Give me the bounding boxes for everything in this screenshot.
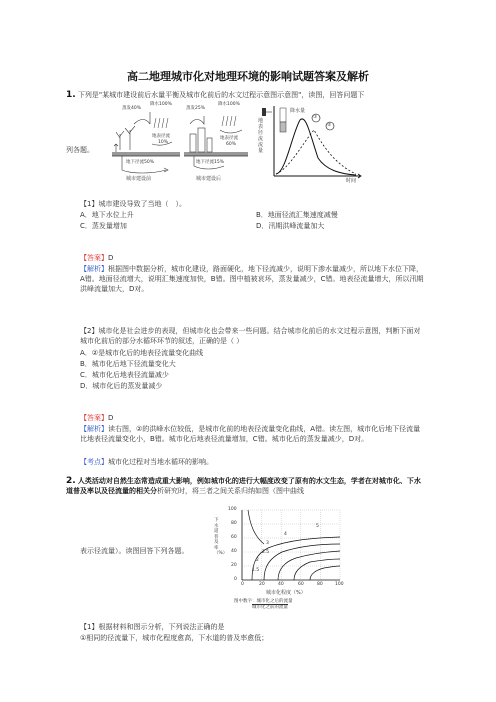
q1-sub2-option-d: D．城市化后的蒸发量减少 [80, 382, 163, 390]
x-tick-100: 100 [335, 582, 344, 587]
answer-tag: 【答案】 [80, 254, 108, 262]
curve-label-5: 5 [316, 524, 319, 529]
caption-before: 城市建设前 [126, 176, 152, 182]
q1-sub2-stem: 【2】城市化是社会进步的表现，但城市化也会带来一些问题。结合城市化前后的水文过程示意图，判断下面对城市化前后的部分水循环环节的叙述，正确的是（ ） [80, 327, 421, 345]
q1-sub2-point [80, 457, 213, 467]
question-1-stem-cont: 列各题。 [66, 146, 94, 154]
question-1-stem [66, 90, 364, 100]
curve-label-4: 4 [284, 532, 287, 537]
curve-label-2: 2 [256, 558, 259, 563]
label-surface-before: 地表径流 [152, 134, 170, 139]
x-tick-60: 60 [298, 582, 304, 587]
hydrograph-xlabel: 时间 [346, 178, 357, 184]
label-precip-before: 降水100% [150, 102, 172, 107]
runoff-xlabel: 城市化程度（%） [266, 590, 306, 596]
point-tag: 【考点】 [80, 458, 108, 466]
curve-label-1: ① [313, 114, 318, 120]
question-1-text: 下列是"某城市建设前后水量平衡及城市化前后的水文过程示意图示意图"，读图，回答问题下 [77, 91, 365, 99]
label-ground-after: 地下径流15% [196, 160, 225, 165]
q1-sub1-option-a: A．地下水位上升 [80, 211, 134, 219]
curve-label-2-5: 2.5 [262, 550, 270, 555]
q1-sub1-answer [80, 253, 113, 263]
hydrograph-ylabel: 地表径流流量 [258, 118, 264, 154]
page-title: 高二地理城市化对地理环境的影响试题答案及解析 [127, 70, 369, 83]
label-surface-pct-before: 10% [158, 140, 169, 145]
q1-sub1-stem: 【1】城市建设导致了当地（ ）。 [80, 200, 186, 208]
y-tick-40: 40 [231, 549, 237, 554]
curve-label-1-5: 1.5 [252, 568, 260, 573]
analysis-tag: 【解析】 [80, 265, 108, 273]
q1-sub1-option-c: C．蒸发量增加 [80, 222, 127, 230]
q1-sub1-option-b: B．地面径流汇集速度减慢 [256, 211, 338, 219]
hydrograph-legend: 降水量 [290, 108, 306, 114]
label-surface-pct-after: 60% [226, 142, 237, 147]
runoff-ylabel: 下水道普及率（%） [214, 518, 228, 556]
q1-sub2-analysis [80, 424, 425, 444]
analysis-text: 读右图，②的洪峰水位较低，是城市化前的地表径流量变化曲线，A错。读左图，城市化后地下径流量比地表径流量变化小，B错。城市化后地表径流量增加，C错。城市化后的蒸发量减少，D对。 [80, 425, 421, 443]
curve-label-2: ② [327, 122, 332, 128]
chart-note-line1: ：城市化之后的流量 [252, 599, 293, 604]
label-evap-after: 蒸发25% [186, 106, 206, 111]
chart-note [234, 599, 293, 610]
question-1-number: 1. [66, 90, 76, 100]
q1-sub2-option-a: A．②是城市化后的地表径流量变化曲线 [80, 349, 204, 357]
answer-tag: 【答案】 [80, 414, 108, 422]
q2-sub1-item-1: ①相同的径流量下，城市化程度愈高，下水道的普及率愈低； [80, 634, 269, 642]
y-tick-80: 80 [231, 521, 237, 526]
label-evap-before: 蒸发40% [122, 106, 142, 111]
q1-sub2-option-b: B．城市化后地下径流量变化大 [80, 360, 176, 368]
question-2-text-bold: 人类活动对自然生态常造成重大影响，例如城市化的进行大幅度改变了原有的水文生态，学者在对城市化、下水道普及率以及径流量的相关分 [66, 477, 421, 495]
q1-sub2-answer [80, 413, 113, 423]
q1-sub1-option-d: D．汛期洪峰流量加大 [256, 222, 325, 230]
y-tick-0: 0 [234, 577, 237, 582]
question-2-stem [66, 476, 426, 496]
x-tick-20: 20 [259, 582, 265, 587]
chart-note-prefix: 图中数字 [234, 599, 252, 604]
x-tick-0: 0 [241, 582, 244, 587]
point-text: 城市化过程对当地水循环的影响。 [108, 458, 213, 466]
analysis-tag: 【解析】 [80, 425, 108, 433]
curve-label-3: 3 [266, 541, 269, 546]
figure-water-balance-before [112, 104, 180, 186]
answer-value: D [108, 254, 114, 262]
label-surface-after: 地表径流 [220, 136, 238, 141]
y-tick-20: 20 [231, 563, 237, 568]
label-precip-after: 降水100% [218, 102, 240, 107]
question-2-number: 2. [66, 476, 76, 486]
caption-after: 城市建设后 [196, 176, 222, 182]
question-2-text: 析研究时，将三者之间关系归纳如图（图中曲线 [157, 487, 304, 495]
q2-sub1-stem: 【1】根据材料和图示分析，下列说法正确的是 [80, 623, 225, 631]
q1-sub1-analysis [80, 264, 425, 294]
figure-water-balance-after [184, 104, 248, 186]
analysis-text: 根据图中数据分析，城市化建设，路面硬化，地下径流减少，说明下渗水量减少，所以地下水位下降，A错。地面径流增大，说明汇集速度加快，B错。图中植被哀坏，蒸发量减少，C错。地表径流量增大，所以汛期洪峰流量加大，D对。 [80, 265, 424, 293]
x-tick-40: 40 [278, 582, 284, 587]
y-tick-100: 100 [228, 507, 237, 512]
q1-sub2-option-c: C．城市化后地表径流量减少 [80, 371, 169, 379]
chart-note-line2: 城市化之前的流量 [252, 605, 288, 610]
figure-runoff-chart [212, 504, 348, 612]
y-tick-60: 60 [231, 535, 237, 540]
answer-value: D [108, 414, 114, 422]
figure-hydrograph [256, 104, 366, 190]
x-tick-80: 80 [317, 582, 323, 587]
label-ground-before: 地下径流50% [126, 160, 155, 165]
question-2-stem-cont: 表示径流量）。读图回答下列各题。 [80, 547, 189, 555]
